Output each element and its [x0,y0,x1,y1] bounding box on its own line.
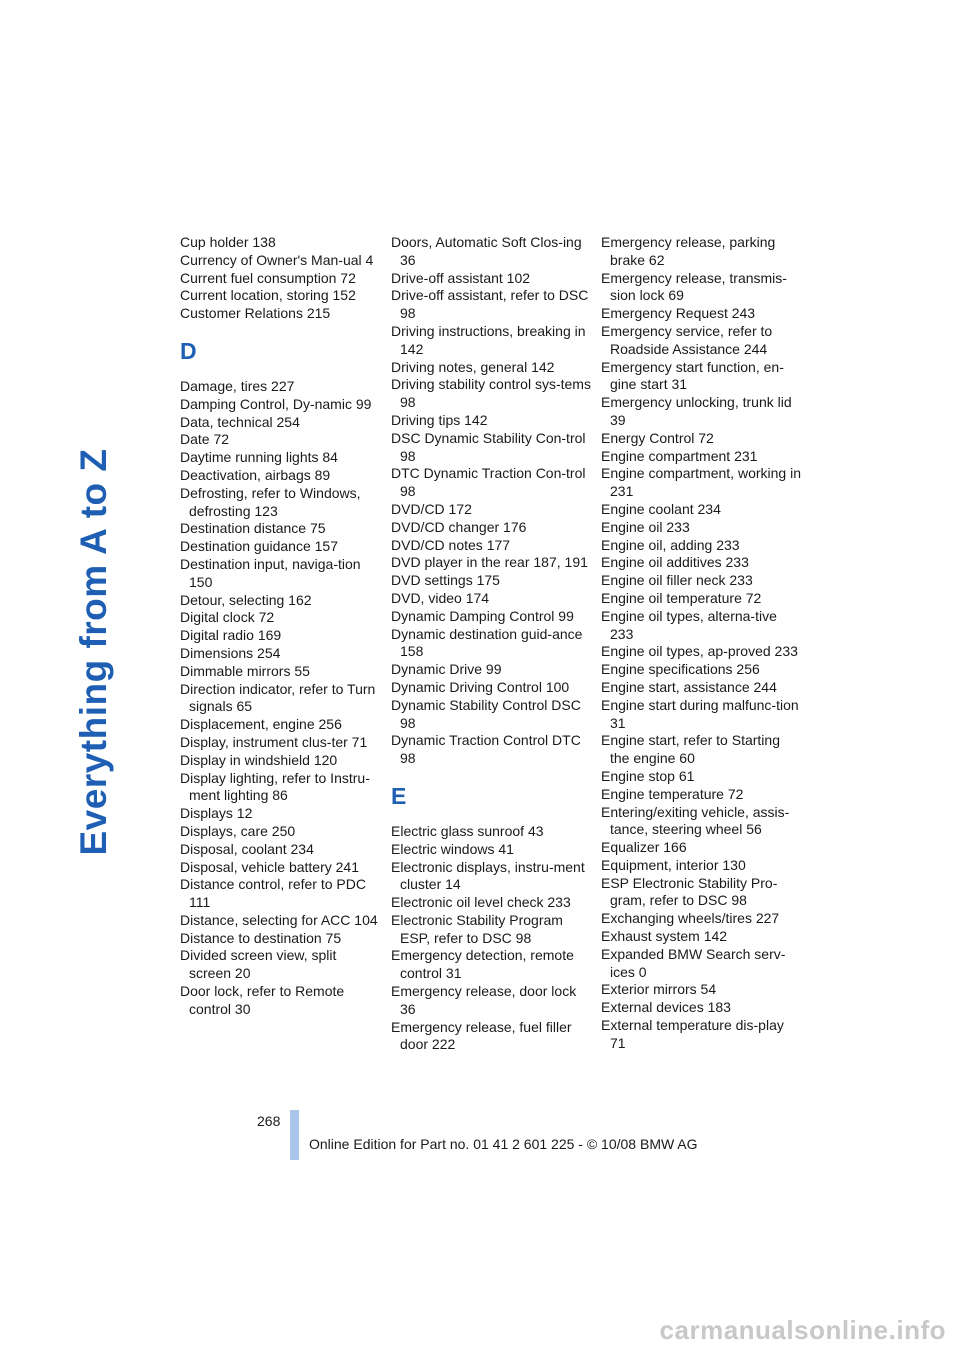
index-entry: Emergency release, door lock 36 [391,983,577,1017]
index-entry: Currency of Owner's Man-ual 4 [180,251,374,268]
index-entry: Electronic Stability Program ESP, refer to DSC 98 [391,911,563,946]
index-entry: Emergency release, transmis-sion lock 69 [601,269,787,304]
index-entry: Engine specifications 256 [601,661,760,678]
index-entry: Drive-off assistant, refer to DSC 98 [391,287,589,322]
index-entry: DVD/CD changer 176 [391,518,527,535]
index-column-3 [601,234,801,1053]
index-entry: DSC Dynamic Stability Con-trol 98 [391,429,586,464]
index-entry: Emergency start function, en-gine start 31 [601,358,784,393]
index-section-letter: E [391,782,407,809]
index-entry: Display lighting, refer to Instru-ment lighting 86 [180,769,370,804]
index-entry: Dynamic Damping Control 99 [391,607,574,624]
index-entry: Damage, tires 227 [180,377,295,394]
index-entry: External devices 183 [601,999,731,1016]
page-number: 268 [257,1113,281,1129]
index-entry: Electric glass sunroof 43 [391,822,544,839]
index-entry: DVD/CD notes 177 [391,536,511,553]
index-entry: Dynamic Drive 99 [391,661,502,678]
index-entry: Engine compartment 231 [601,447,758,464]
index-entry: Distance to destination 75 [180,929,342,946]
index-entry: Current location, storing 152 [180,287,356,304]
index-entry: Engine oil types, alterna-tive 233 [601,607,777,642]
index-entry: Dynamic Driving Control 100 [391,678,570,695]
index-entry: Engine start, refer to Starting the engine 60 [601,732,780,767]
index-entry: Driving instructions, breaking in 142 [391,322,586,357]
index-entry: DVD, video 174 [391,589,490,606]
index-entry: Engine oil 233 [601,518,690,535]
index-section-letter: D [180,337,197,364]
footer-accent-bar [290,1110,299,1160]
index-entry: Expanded BMW Search serv-ices 0 [601,945,786,980]
index-entry: Displays, care 250 [180,822,296,839]
index-entry: Energy Control 72 [601,429,714,446]
index-entry: Driving notes, general 142 [391,358,555,375]
index-entry: Disposal, vehicle battery 241 [180,858,359,875]
index-entry: Engine temperature 72 [601,785,744,802]
index-entry: Defrosting, refer to Windows, defrosting 123 [180,484,361,519]
index-entry: Dynamic destination guid-ance 158 [391,625,583,660]
index-entry: Dynamic Stability Control DSC 98 [391,696,581,731]
index-entry: Divided screen view, split screen 20 [180,947,337,982]
index-entry: Engine oil additives 233 [601,554,749,571]
index-entry: Emergency unlocking, trunk lid 39 [601,394,792,428]
index-entry: Customer Relations 215 [180,305,331,322]
index-entry: Dynamic Traction Control DTC 98 [391,732,581,767]
index-entry: External temperature dis-play 71 [601,1017,784,1051]
index-entry: Engine start during malfunc-tion 31 [601,696,799,731]
index-entry: Current fuel consumption 72 [180,269,356,286]
index-entry: Destination guidance 157 [180,538,339,555]
index-entry: Cup holder 138 [180,234,276,250]
index-entry: DTC Dynamic Traction Con-trol 98 [391,465,586,500]
footer-edition-text: Online Edition for Part no. 01 41 2 601 225 - © 10/08 BMW AG [309,1136,698,1152]
index-entry: Daytime running lights 84 [180,449,338,466]
index-entry: Driving tips 142 [391,411,488,428]
index-column-2 [391,234,591,1054]
index-entry: Emergency release, parking brake 62 [601,234,776,268]
index-entry: Electric windows 41 [391,840,514,857]
index-entry: Exterior mirrors 54 [601,981,717,998]
index-entry: Deactivation, airbags 89 [180,466,331,483]
index-entry: Direction indicator, refer to Turn signals 65 [180,680,376,715]
index-entry: Exchanging wheels/tires 227 [601,910,780,927]
index-entry: Display in windshield 120 [180,751,338,768]
index-entry: Engine compartment, working in 231 [601,465,801,500]
index-entry: Equipment, interior 130 [601,856,746,873]
index-entry: Dimmable mirrors 55 [180,662,310,679]
section-side-title: Everything from A to Z [73,448,114,856]
index-entry: Electronic oil level check 233 [391,894,571,911]
index-entry: Dimensions 254 [180,644,281,661]
index-entry: DVD settings 175 [391,572,500,589]
index-entry: Doors, Automatic Soft Clos-ing 36 [391,234,582,268]
index-entry: DVD/CD 172 [391,500,472,517]
index-entry: Driving stability control sys-tems 98 [391,376,591,411]
index-entry: Door lock, refer to Remote control 30 [180,983,345,1017]
index-entry: Displays 12 [180,805,253,822]
index-entry: Display, instrument clus-ter 71 [180,733,368,750]
index-column-1 [180,234,380,1019]
index-entry: Emergency release, fuel filler door 222 [391,1018,572,1053]
index-entry: Engine coolant 234 [601,500,721,517]
index-entry: Engine oil filler neck 233 [601,572,753,589]
index-entry: Drive-off assistant 102 [391,269,531,286]
index-entry: Detour, selecting 162 [180,591,312,608]
index-entry: Damping Control, Dy-namic 99 [180,395,372,412]
index-entry: Displacement, engine 256 [180,716,342,733]
index-entry: Date 72 [180,431,230,448]
index-entry: Equalizer 166 [601,839,687,856]
index-entry: Engine oil, adding 233 [601,536,740,553]
index-entry: Destination input, naviga-tion 150 [180,555,361,590]
index-entry: Distance control, refer to PDC 111 [180,876,366,911]
index-entry: Emergency detection, remote control 31 [391,947,574,982]
index-entry: Data, technical 254 [180,413,300,430]
index-entry: Exhaust system 142 [601,928,728,945]
index-entry: Electronic displays, instru-ment cluster 14 [391,858,585,893]
index-entry: Engine start, assistance 244 [601,678,777,695]
index-entry: Distance, selecting for ACC 104 [180,911,378,928]
index-entry: Emergency service, refer to Roadside Assistance 244 [601,322,773,357]
site-watermark: carmanualsonline.info [659,1315,946,1345]
index-entry: DVD player in the rear 187, 191 [391,554,588,571]
index-entry: Engine stop 61 [601,767,695,784]
index-entry: Digital radio 169 [180,627,282,644]
index-entry: Engine oil temperature 72 [601,589,762,606]
index-entry: Engine oil types, ap-proved 233 [601,643,798,660]
index-entry: Disposal, coolant 234 [180,840,314,857]
index-entry: Entering/exiting vehicle, assis-tance, steering wheel 56 [601,803,790,838]
index-entry: ESP Electronic Stability Pro-gram, refer to DSC 98 [601,874,778,909]
index-entry: Digital clock 72 [180,609,275,626]
index-entry: Destination distance 75 [180,520,326,537]
index-entry: Emergency Request 243 [601,305,756,322]
